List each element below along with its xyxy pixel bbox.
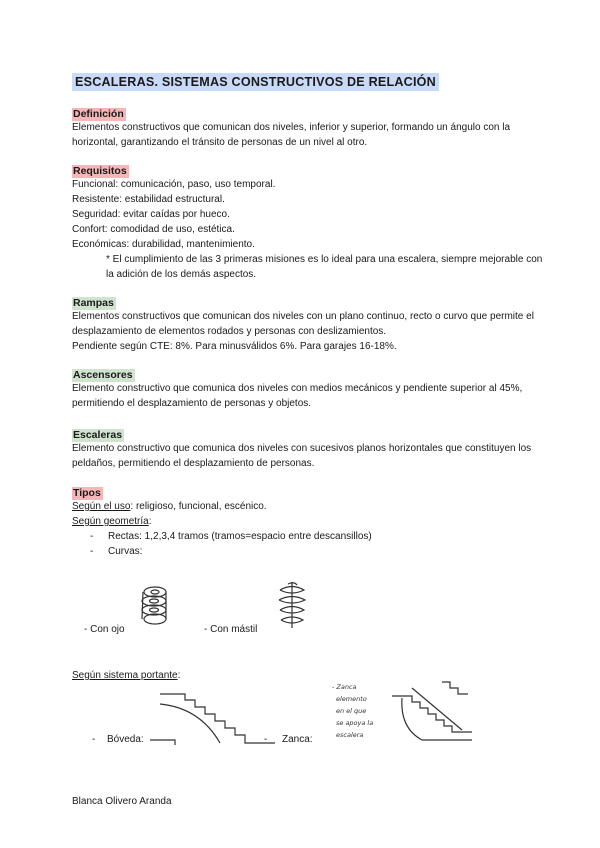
escaleras-text: Elemento constructivo que comunica dos niveles con sucesivos planos horizontales que constituyen los peldaños, permitiendo el desplazamiento de personas. [72,443,532,469]
requisitos-note: * El cumplimiento de las 3 primeras misiones es lo ideal para una escalera, siempre mejorable con la adición de los demás aspectos. [106,254,543,280]
rampas-heading: Rampas [73,297,114,309]
geometria-colon: : [148,516,152,527]
geometria-label: Según geometría [72,516,149,527]
portante-label: Según sistema portante [72,670,178,681]
zanca-note-line: elemento [336,695,367,703]
portante-colon: : [177,670,181,681]
definicion-text: Elementos constructivos que comunican dos niveles, inferior y superior, formando un ángulo con la horizontal, garantizando el tránsito de personas de un nivel al otro. [72,122,511,148]
spiral-stair-mastil-sketch [272,580,312,630]
zanca-stair-sketch [392,678,502,748]
ascensores-heading: Ascensores [73,369,133,381]
bullet-dash: - [264,734,268,745]
zanca-label: Zanca: [282,734,313,745]
page-title: ESCALERAS. SISTEMAS CONSTRUCTIVOS DE RELACIÓN [72,73,439,91]
tipos-heading: Tipos [73,487,101,499]
uso-text: : religioso, funcional, escénico. [130,501,267,512]
uso-label: Según el uso [72,501,131,512]
requisitos-heading: Requisitos [73,165,127,177]
rectas-item: Rectas: 1,2,3,4 tramos (tramos=espacio entre descansillos) [108,531,372,542]
escaleras-heading: Escaleras [73,429,123,441]
boveda-stair-sketch [150,690,280,752]
requisito-item: Funcional: comunicación, paso, uso temporal. [72,179,276,190]
bullet-dash: - [92,734,96,745]
requisito-item: Económicas: durabilidad, mantenimiento. [72,239,255,250]
curvas-item: Curvas: [108,546,143,557]
spiral-stair-ojo-sketch [130,580,180,630]
zanca-note-line: escalera [336,731,364,739]
bullet-dash: - [90,546,94,557]
requisito-item: Resistente: estabilidad estructural. [72,194,225,205]
boveda-label: Bóveda: [107,734,144,745]
tipos-uso-line [72,499,542,514]
rampas-pendiente: Pendiente según CTE: 8%. Para minusválidos 6%. Para garajes 16-18%. [72,341,397,352]
zanca-handwritten-note [330,680,400,740]
tipos-geometria-line [72,514,542,529]
zanca-note-line: - Zanca [332,683,357,691]
con-ojo-label: - Con ojo [84,624,125,635]
requisito-item: Seguridad: evitar caídas por hueco. [72,209,230,220]
bullet-dash: - [90,531,94,542]
con-mastil-label: - Con mástil [204,624,258,635]
requisito-item: Confort: comodidad de uso, estética. [72,224,235,235]
zanca-note-line: se apoya la [336,719,374,727]
zanca-note-line: en el que [336,707,367,715]
definicion-heading: Definición [73,108,124,120]
rampas-text: Elementos constructivos que comunican dos niveles con un plano continuo, recto o curvo que permite el desplazamiento de elementos rodados y personas con deslizamientos. [72,311,534,337]
footer-author: Blanca Olivero Aranda [72,796,172,807]
ascensores-text: Elemento constructivo que comunica dos niveles con medios mecánicos y pendiente superior al 45%, permitiendo el desplazamiento de personas y objetos. [72,383,523,409]
